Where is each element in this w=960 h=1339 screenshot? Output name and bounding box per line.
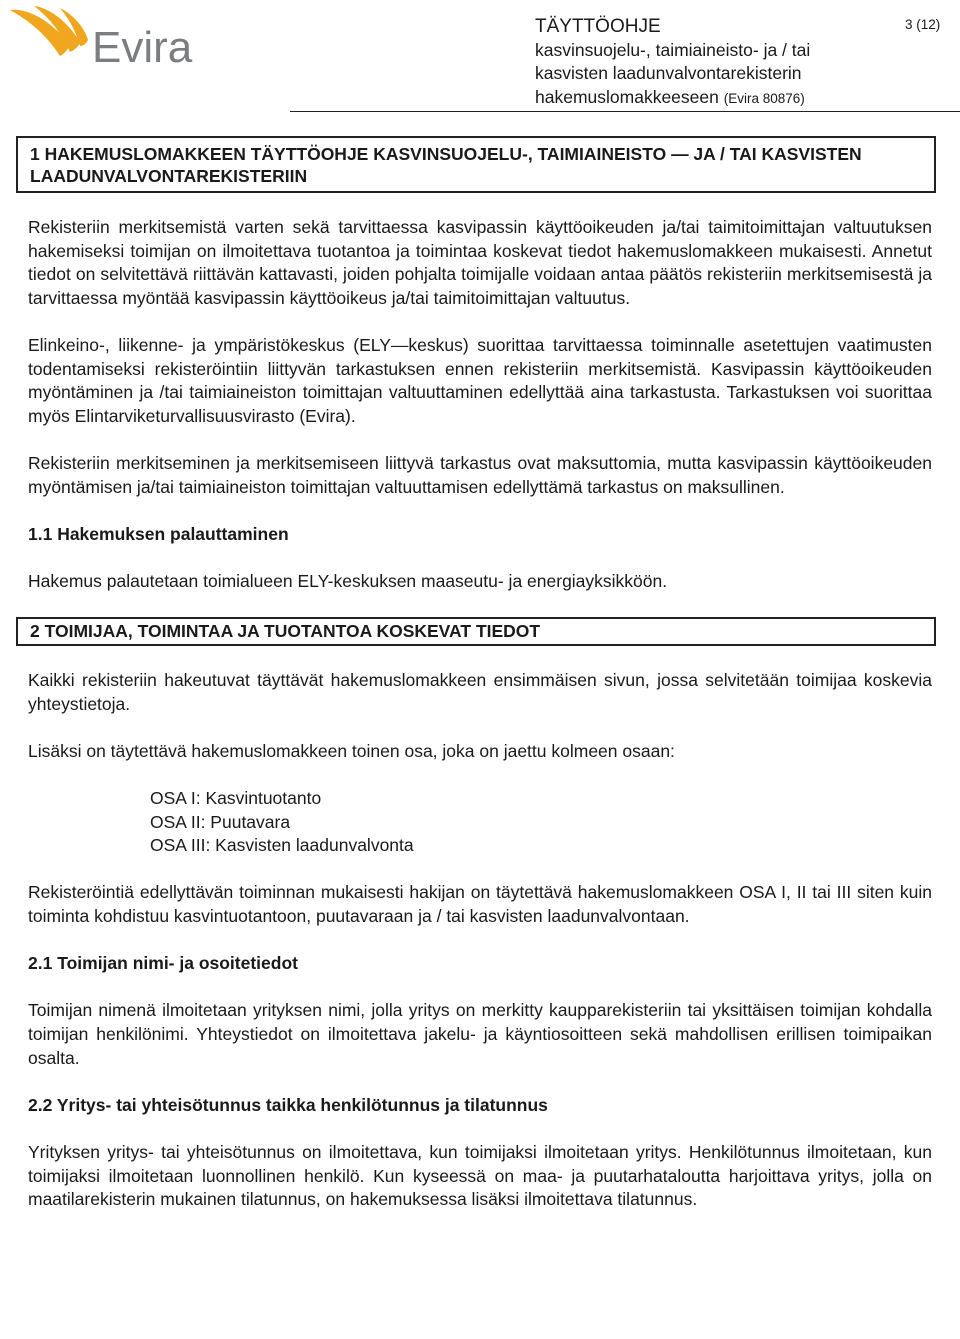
paragraph: Kaikki rekisteriin hakeutuvat täyttävät hakemuslomakkeen ensimmäisen sivun, jossa selvitetään toimijaa koskevia yhteystietoja. (28, 670, 932, 714)
evira-logo (8, 4, 208, 66)
page-number: 3 (12) (905, 17, 941, 32)
list-item: OSA I: Kasvintuotanto (150, 788, 322, 809)
list-item: OSA III: Kasvisten laadunvalvonta (150, 835, 414, 856)
list-item: OSA II: Puutavara (150, 811, 291, 832)
parts-list (150, 787, 932, 858)
document-subtitle-line: kasvisten laadunvalvontarekisterin (535, 63, 802, 83)
section-1-heading: 1 HAKEMUSLOMAKKEEN TÄYTTÖOHJE KASVINSUOJELU-, TAIMIAINEISTO — JA / TAI KASVISTEN LAADUNVALVONTAREKISTERIIN (16, 136, 936, 193)
subsection-2-2-heading: 2.2 Yritys- tai yhteisötunnus taikka henkilötunnus ja tilatunnus (28, 1094, 548, 1115)
paragraph: Yrityksen yritys- tai yhteisötunnus on ilmoitettava, kun toimijaksi ilmoitetaan yritys. Henkilötunnus ilmoitetaan, kun toimijaksi ilmoitetaan luonnollinen henkilö. Kun kyseessä on maa- ja puutarhataloutta harjoittava yritys, jolla on maatilarekisterin mukainen tilatunnus, on hakemuksessa lisäksi ilmoitettava tilatunnus. (28, 1141, 932, 1210)
evira-leaf-icon (10, 6, 88, 56)
document-title: TÄYTTÖOHJE (535, 16, 661, 37)
document-body (28, 136, 932, 1235)
paragraph: Rekisteriin merkitsemistä varten sekä tarvittaessa kasvipassin käyttöoikeuden ja/tai taimitoimittajan valtuutuksen hakemiseksi toimijan on ilmoitettava tuotantoa ja toimintaa koskevat tiedot hakemuslomakkeen mukaisesti. Annetut tiedot on selvitettävä riittävän kattavasti, joiden pohjalta toimijalle voidaan antaa päätös rekisteriin merkitsemisestä ja tarvittaessa myöntää kasvipassin käyttöoikeus ja/tai taimitoimittajan valtuutus. (28, 217, 932, 308)
document-subtitle-line: kasvinsuojelu-, taimiaineisto- ja / tai (535, 39, 811, 60)
logo-wordmark: Evira (92, 23, 193, 66)
page-header (0, 0, 960, 115)
subsection-2-1-heading: 2.1 Toimijan nimi- ja osoitetiedot (28, 953, 298, 974)
paragraph: Rekisteröintiä edellyttävän toiminnan mukaisesti hakijan on täytettävä hakemuslomakkeen OSA I, II tai III siten kuin toiminta kohdistuu kasvintuotantoon, puutavaraan ja / tai kasvisten laadunvalvontaan. (28, 882, 932, 927)
document-subtitle-line (535, 86, 810, 111)
header-divider (290, 111, 960, 112)
subsection-1-1-heading: 1.1 Hakemuksen palauttaminen (28, 523, 289, 544)
paragraph: Toimijan nimenä ilmoitetaan yrityksen nimi, jolla yritys on merkitty kaupparekisteriin tai yksittäisen toimijan kohdalla toimijan henkilönimi. Yhteystiedot on ilmoitettava jakelu- ja käyntiosoitteen sekä mahdollisen erillisen toimipaikan osalta. (28, 1000, 932, 1068)
paragraph: Rekisteriin merkitseminen ja merkitsemiseen liittyvä tarkastus ovat maksuttomia, mutta kasvipassin käyttöoikeuden myöntämisen ja/tai taimiaineiston toimittajan valtuuttamisen edellyttämä tarkastus on maksullinen. (28, 452, 932, 497)
paragraph: Hakemus palautetaan toimialueen ELY-keskuksen maaseutu- ja energiayksikköön. (28, 570, 668, 591)
document-header-text (535, 15, 810, 110)
document-subtitle-end: hakemuslomakkeeseen (535, 86, 719, 107)
form-reference: (Evira 80876) (723, 90, 805, 106)
section-2-heading: 2 TOIMIJAA, TOIMINTAA JA TUOTANTOA KOSKEVAT TIEDOT (16, 617, 936, 646)
paragraph: Lisäksi on täytettävä hakemuslomakkeen toinen osa, joka on jaettu kolmeen osaan: (28, 740, 675, 761)
paragraph: Elinkeino-, liikenne- ja ympäristökeskus (ELY—keskus) suorittaa tarvittaessa toiminnalle asetettujen vaatimusten todentamiseksi rekisteröintiin liittyvän tarkastuksen ennen rekisteriin merkitsemistä. Kasvipassin käyttöoikeuden myöntäminen ja /tai taimiaineiston toimittajan valtuuttaminen edellyttää aina tarkastusta. Tarkastuksen voi suorittaa myös Elintarviketurvallisuusvirasto (Evira). (28, 334, 932, 426)
